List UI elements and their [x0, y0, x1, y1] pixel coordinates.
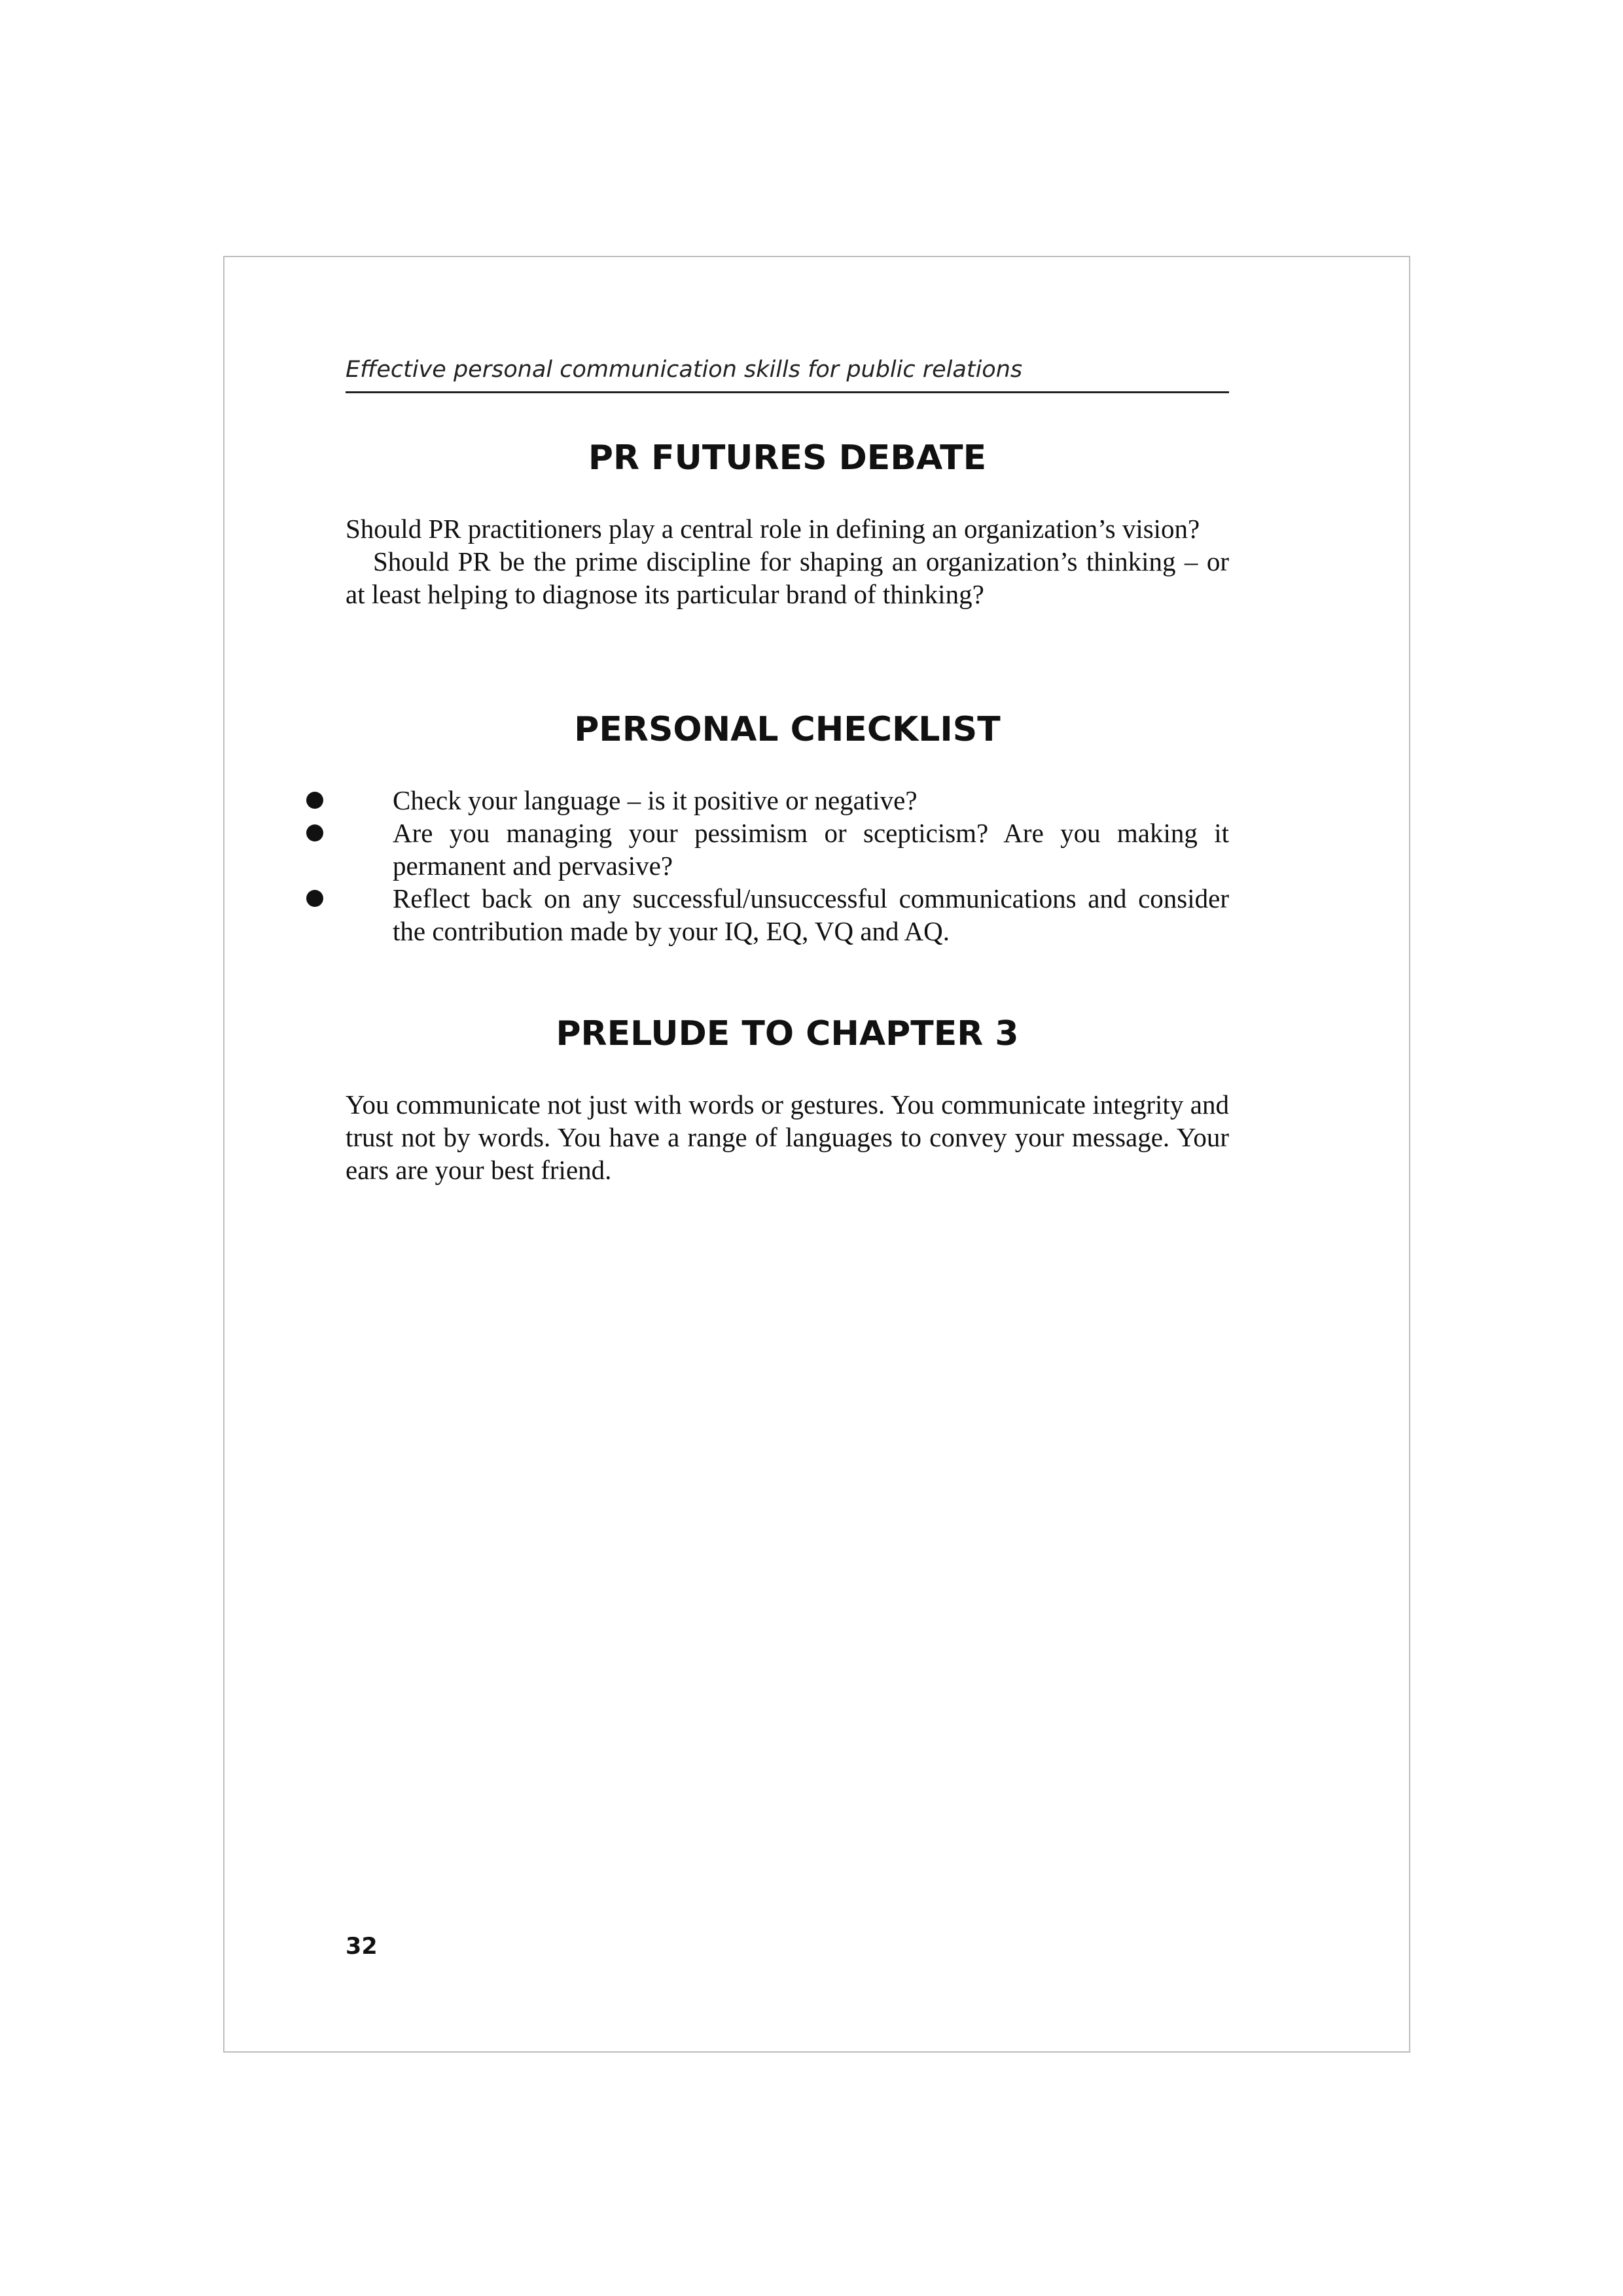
prelude-body	[346, 1088, 1229, 1186]
personal-checklist	[306, 784, 1229, 947]
heading-personal-checklist: PERSONAL CHECKLIST	[574, 710, 1001, 749]
bullet-icon	[306, 792, 323, 809]
list-item	[306, 817, 1229, 882]
list-item-text: Are you managing your pessimism or scepticism? Are you making it permanent and pervasive?	[393, 818, 1229, 881]
list-item-text: Reflect back on any successful/unsuccessful communications and consider the contribution made by your IQ, EQ, VQ and AQ.	[393, 883, 1229, 946]
running-head: Effective personal communication skills for public relations	[346, 353, 1229, 393]
bullet-icon	[306, 824, 323, 841]
page-number: 32	[346, 1934, 378, 1960]
paragraph: Should PR practitioners play a central role in defining an organization’s vision?	[346, 514, 1200, 544]
paragraph: You communicate not just with words or gestures. You communicate integrity and trust not by words. You have a range of languages to convey your message. Your ears are your best friend.	[346, 1089, 1229, 1185]
list-item-text: Check your language – is it positive or negative?	[393, 785, 918, 815]
bullet-icon	[306, 890, 323, 907]
list-item	[306, 882, 1229, 947]
pr-futures-debate-body	[346, 512, 1229, 610]
list-item	[306, 784, 1229, 817]
paragraph: Should PR be the prime discipline for shaping an organization’s thinking – or at least helping to diagnose its particular brand of thinking?	[346, 546, 1229, 609]
heading-pr-futures-debate: PR FUTURES DEBATE	[588, 438, 987, 478]
heading-prelude-to-chapter-3: PRELUDE TO CHAPTER 3	[556, 1014, 1019, 1053]
